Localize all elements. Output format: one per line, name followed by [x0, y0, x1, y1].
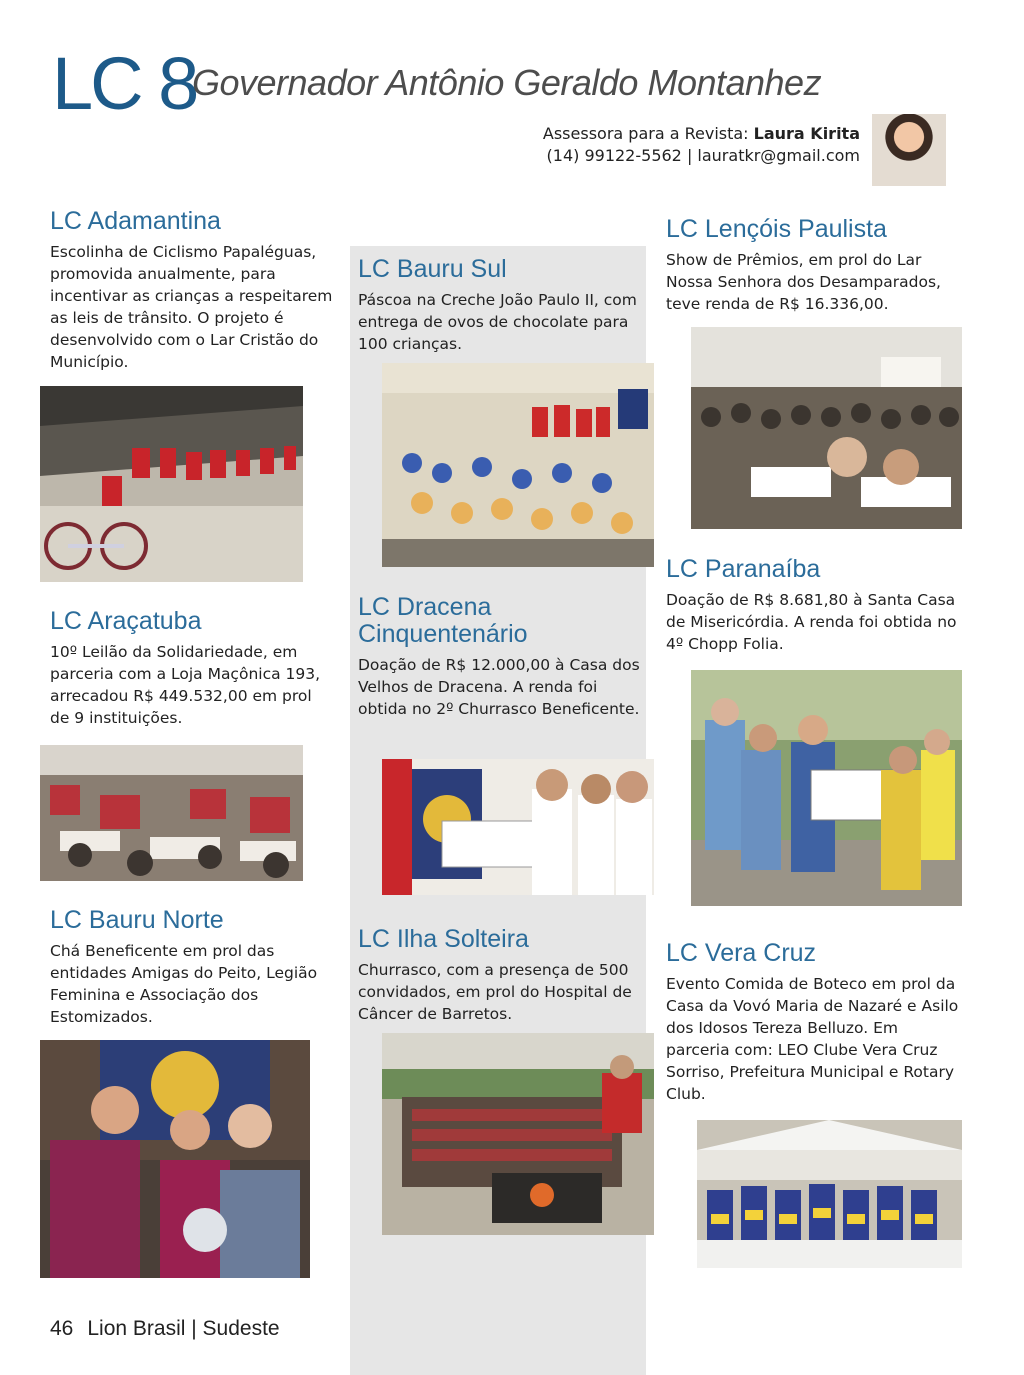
club-text: Chá Beneficente em prol das entidades Amigas do Peito, Legião Feminina e Associação dos Estomizados.	[50, 942, 318, 1026]
club-item-bauru-norte	[50, 907, 335, 1028]
club-item-bauru-sul	[358, 256, 640, 355]
photo-lencois-paulista	[691, 327, 962, 529]
club-item-lencois-paulista	[666, 216, 966, 315]
photo-adamantina	[40, 386, 303, 582]
club-item-vera-cruz	[666, 940, 966, 1105]
club-text: Doação de R$ 8.681,80 à Santa Casa de Misericórdia. A renda foi obtida no 4º Chopp Folia.	[666, 591, 957, 653]
photo-bauru-norte	[40, 1040, 310, 1278]
club-item-paranaiba	[666, 556, 966, 655]
page-number: 46	[50, 1317, 74, 1340]
club-text: Escolinha de Ciclismo Papaléguas, promovida anualmente, para incentivar as crianças a respeitarem as leis de trânsito. O projeto é desenvolvido com o Lar Cristão do Município.	[50, 243, 333, 371]
club-title: LC Ilha Solteira	[358, 925, 529, 953]
club-item-ilha-solteira	[358, 926, 640, 1025]
club-item-aracatuba	[50, 608, 335, 729]
photo-auction-crowd	[40, 745, 303, 881]
photo-easter-children	[382, 363, 654, 567]
club-title: LC Paranaíba	[666, 555, 821, 583]
club-text: Páscoa na Creche João Paulo II, com entrega de ovos de chocolate para 100 crianças.	[358, 291, 637, 353]
photo-check-donation	[382, 759, 654, 895]
photo-dracena	[382, 759, 654, 895]
photo-comida-de-boteco	[697, 1120, 962, 1268]
club-title: LC Lençóis Paulista	[666, 215, 887, 243]
photo-paranaiba	[691, 670, 962, 906]
advisor-line	[543, 123, 860, 145]
club-text: Evento Comida de Boteco em prol da Casa da Vovó Maria de Nazaré e Asilo dos Idosos Tereza Belluzo. Em parceria com: LEO Clube Vera Cruz Sorriso, Prefeitura Municipal e Rotary Club.	[666, 975, 959, 1103]
page-footer	[50, 1316, 280, 1342]
photo-cycling-kids	[40, 386, 303, 582]
club-title: LC Vera Cruz	[666, 939, 817, 967]
club-text: Churrasco, com a presença de 500 convidados, em prol do Hospital de Câncer de Barretos.	[358, 961, 632, 1023]
advisor-name: Laura Kirita	[753, 124, 860, 143]
photo-charity-tea	[40, 1040, 310, 1278]
advisor-contact: (14) 99122-5562 | lauratkr@gmail.com	[546, 146, 860, 165]
photo-vera-cruz	[697, 1120, 962, 1268]
advisor-info	[543, 123, 860, 167]
photo-ilha-solteira	[382, 1033, 654, 1235]
club-title: LC Dracena Cinquentenário	[358, 593, 528, 648]
club-title: LC Araçatuba	[50, 607, 202, 635]
club-title: LC Adamantina	[50, 207, 221, 235]
club-text: Show de Prêmios, em prol do Lar Nossa Senhora dos Desamparados, teve renda de R$ 16.336,00.	[666, 251, 941, 313]
photo-check-santa-casa	[691, 670, 962, 906]
advisor-label: Assessora para a Revista:	[542, 124, 754, 143]
club-item-adamantina	[50, 208, 335, 373]
photo-aracatuba	[40, 745, 303, 881]
club-text: Doação de R$ 12.000,00 à Casa dos Velhos de Dracena. A renda foi obtida no 2º Churrasco Beneficente.	[358, 656, 640, 718]
club-text: 10º Leilão da Solidariedade, em parceria com a Loja Maçônica 193, arrecadou R$ 449.532,00 em prol de 9 instituições.	[50, 643, 321, 727]
photo-prize-show	[691, 327, 962, 529]
district-code: LC 8	[52, 42, 197, 125]
club-title: LC Bauru Sul	[358, 255, 507, 283]
club-item-dracena	[358, 594, 640, 720]
publication-name: Lion Brasil | Sudeste	[87, 1317, 280, 1340]
photo-bauru-sul	[382, 363, 654, 567]
club-title: LC Bauru Norte	[50, 906, 224, 934]
advisor-photo	[872, 114, 946, 186]
photo-barbecue	[382, 1033, 654, 1235]
governor-name: Governador Antônio Geraldo Montanhez	[192, 62, 822, 103]
